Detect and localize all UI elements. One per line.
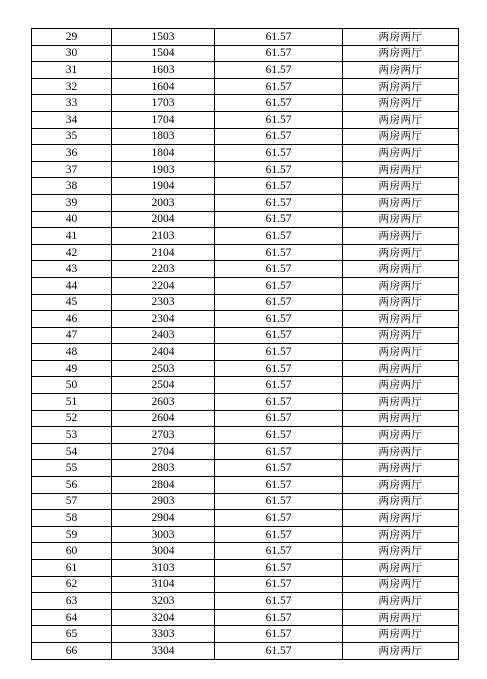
cell-unit-number: 3003 xyxy=(112,526,215,543)
cell-unit-number: 2704 xyxy=(112,443,215,460)
cell-area: 61.57 xyxy=(215,294,343,311)
table-row xyxy=(32,327,459,344)
cell-layout: 两房两厅 xyxy=(343,344,459,361)
cell-area: 61.57 xyxy=(215,427,343,444)
cell-row-number: 44 xyxy=(32,277,112,294)
cell-row-number: 48 xyxy=(32,344,112,361)
cell-row-number: 45 xyxy=(32,294,112,311)
cell-unit-number: 1904 xyxy=(112,178,215,195)
cell-area: 61.57 xyxy=(215,111,343,128)
cell-unit-number: 2303 xyxy=(112,294,215,311)
table-row xyxy=(32,277,459,294)
cell-layout: 两房两厅 xyxy=(343,460,459,477)
cell-area: 61.57 xyxy=(215,510,343,527)
cell-unit-number: 1903 xyxy=(112,161,215,178)
table-row xyxy=(32,62,459,79)
cell-area: 61.57 xyxy=(215,194,343,211)
cell-area: 61.57 xyxy=(215,344,343,361)
cell-row-number: 54 xyxy=(32,443,112,460)
cell-row-number: 60 xyxy=(32,543,112,560)
cell-area: 61.57 xyxy=(215,410,343,427)
cell-area: 61.57 xyxy=(215,543,343,560)
cell-unit-number: 2204 xyxy=(112,277,215,294)
table-row xyxy=(32,78,459,95)
cell-area: 61.57 xyxy=(215,526,343,543)
cell-unit-number: 2803 xyxy=(112,460,215,477)
cell-layout: 两房两厅 xyxy=(343,128,459,145)
cell-row-number: 32 xyxy=(32,78,112,95)
cell-layout: 两房两厅 xyxy=(343,543,459,560)
cell-layout: 两房两厅 xyxy=(343,394,459,411)
cell-unit-number: 2403 xyxy=(112,327,215,344)
cell-row-number: 42 xyxy=(32,244,112,261)
cell-area: 61.57 xyxy=(215,45,343,62)
cell-row-number: 61 xyxy=(32,560,112,577)
cell-layout: 两房两厅 xyxy=(343,526,459,543)
cell-layout: 两房两厅 xyxy=(343,228,459,245)
cell-area: 61.57 xyxy=(215,477,343,494)
cell-row-number: 58 xyxy=(32,510,112,527)
cell-area: 61.57 xyxy=(215,560,343,577)
unit-table xyxy=(31,28,459,660)
table-row xyxy=(32,510,459,527)
cell-area: 61.57 xyxy=(215,244,343,261)
table-row xyxy=(32,593,459,610)
table-row xyxy=(32,477,459,494)
cell-unit-number: 3204 xyxy=(112,609,215,626)
cell-unit-number: 1704 xyxy=(112,111,215,128)
cell-unit-number: 3004 xyxy=(112,543,215,560)
cell-unit-number: 2003 xyxy=(112,194,215,211)
cell-unit-number: 2104 xyxy=(112,244,215,261)
cell-unit-number: 2103 xyxy=(112,228,215,245)
cell-unit-number: 2503 xyxy=(112,360,215,377)
cell-area: 61.57 xyxy=(215,211,343,228)
table-row xyxy=(32,311,459,328)
cell-row-number: 41 xyxy=(32,228,112,245)
cell-layout: 两房两厅 xyxy=(343,626,459,643)
cell-area: 61.57 xyxy=(215,62,343,79)
cell-area: 61.57 xyxy=(215,460,343,477)
cell-layout: 两房两厅 xyxy=(343,510,459,527)
cell-unit-number: 2304 xyxy=(112,311,215,328)
table-row xyxy=(32,427,459,444)
cell-row-number: 37 xyxy=(32,161,112,178)
cell-unit-number: 3203 xyxy=(112,593,215,610)
cell-row-number: 33 xyxy=(32,95,112,112)
table-row xyxy=(32,443,459,460)
cell-row-number: 39 xyxy=(32,194,112,211)
cell-layout: 两房两厅 xyxy=(343,111,459,128)
table-row xyxy=(32,178,459,195)
cell-row-number: 46 xyxy=(32,311,112,328)
cell-layout: 两房两厅 xyxy=(343,311,459,328)
cell-unit-number: 2903 xyxy=(112,493,215,510)
cell-layout: 两房两厅 xyxy=(343,95,459,112)
cell-area: 61.57 xyxy=(215,78,343,95)
table-row xyxy=(32,642,459,659)
table-row xyxy=(32,493,459,510)
cell-area: 61.57 xyxy=(215,593,343,610)
table-row xyxy=(32,145,459,162)
cell-unit-number: 1603 xyxy=(112,62,215,79)
cell-row-number: 30 xyxy=(32,45,112,62)
cell-layout: 两房两厅 xyxy=(343,45,459,62)
cell-layout: 两房两厅 xyxy=(343,593,459,610)
cell-layout: 两房两厅 xyxy=(343,277,459,294)
table-row xyxy=(32,543,459,560)
cell-layout: 两房两厅 xyxy=(343,377,459,394)
cell-unit-number: 1804 xyxy=(112,145,215,162)
cell-area: 61.57 xyxy=(215,277,343,294)
cell-layout: 两房两厅 xyxy=(343,161,459,178)
cell-layout: 两房两厅 xyxy=(343,62,459,79)
cell-layout: 两房两厅 xyxy=(343,576,459,593)
table-row xyxy=(32,377,459,394)
table-row xyxy=(32,609,459,626)
cell-row-number: 50 xyxy=(32,377,112,394)
cell-area: 61.57 xyxy=(215,443,343,460)
table-row xyxy=(32,211,459,228)
cell-row-number: 31 xyxy=(32,62,112,79)
cell-area: 61.57 xyxy=(215,609,343,626)
table-row xyxy=(32,294,459,311)
cell-area: 61.57 xyxy=(215,95,343,112)
cell-row-number: 59 xyxy=(32,526,112,543)
cell-unit-number: 1703 xyxy=(112,95,215,112)
cell-area: 61.57 xyxy=(215,161,343,178)
table-row xyxy=(32,560,459,577)
cell-row-number: 55 xyxy=(32,460,112,477)
cell-row-number: 29 xyxy=(32,29,112,46)
table-row xyxy=(32,394,459,411)
cell-layout: 两房两厅 xyxy=(343,244,459,261)
cell-area: 61.57 xyxy=(215,493,343,510)
cell-unit-number: 1803 xyxy=(112,128,215,145)
table-row xyxy=(32,161,459,178)
cell-row-number: 66 xyxy=(32,642,112,659)
cell-unit-number: 2603 xyxy=(112,394,215,411)
cell-layout: 两房两厅 xyxy=(343,360,459,377)
cell-unit-number: 2404 xyxy=(112,344,215,361)
table-row xyxy=(32,526,459,543)
cell-layout: 两房两厅 xyxy=(343,477,459,494)
cell-layout: 两房两厅 xyxy=(343,327,459,344)
cell-unit-number: 2004 xyxy=(112,211,215,228)
unit-table-body xyxy=(32,29,459,660)
cell-row-number: 36 xyxy=(32,145,112,162)
cell-row-number: 38 xyxy=(32,178,112,195)
cell-unit-number: 3303 xyxy=(112,626,215,643)
cell-layout: 两房两厅 xyxy=(343,493,459,510)
cell-unit-number: 1604 xyxy=(112,78,215,95)
cell-area: 61.57 xyxy=(215,327,343,344)
cell-layout: 两房两厅 xyxy=(343,178,459,195)
cell-row-number: 52 xyxy=(32,410,112,427)
cell-area: 61.57 xyxy=(215,360,343,377)
cell-area: 61.57 xyxy=(215,261,343,278)
cell-layout: 两房两厅 xyxy=(343,145,459,162)
cell-row-number: 57 xyxy=(32,493,112,510)
cell-layout: 两房两厅 xyxy=(343,78,459,95)
cell-row-number: 64 xyxy=(32,609,112,626)
cell-row-number: 56 xyxy=(32,477,112,494)
cell-area: 61.57 xyxy=(215,311,343,328)
cell-unit-number: 2604 xyxy=(112,410,215,427)
table-row xyxy=(32,45,459,62)
table-row xyxy=(32,128,459,145)
cell-area: 61.57 xyxy=(215,145,343,162)
cell-unit-number: 3304 xyxy=(112,642,215,659)
cell-unit-number: 2504 xyxy=(112,377,215,394)
cell-unit-number: 2703 xyxy=(112,427,215,444)
cell-area: 61.57 xyxy=(215,626,343,643)
cell-area: 61.57 xyxy=(215,128,343,145)
cell-layout: 两房两厅 xyxy=(343,560,459,577)
cell-unit-number: 1503 xyxy=(112,29,215,46)
table-row xyxy=(32,261,459,278)
table-row xyxy=(32,244,459,261)
cell-row-number: 65 xyxy=(32,626,112,643)
cell-layout: 两房两厅 xyxy=(343,29,459,46)
table-row xyxy=(32,360,459,377)
table-row xyxy=(32,111,459,128)
cell-layout: 两房两厅 xyxy=(343,427,459,444)
cell-area: 61.57 xyxy=(215,576,343,593)
cell-row-number: 62 xyxy=(32,576,112,593)
table-row xyxy=(32,576,459,593)
cell-layout: 两房两厅 xyxy=(343,609,459,626)
cell-row-number: 63 xyxy=(32,593,112,610)
cell-unit-number: 1504 xyxy=(112,45,215,62)
cell-row-number: 40 xyxy=(32,211,112,228)
table-row xyxy=(32,194,459,211)
cell-layout: 两房两厅 xyxy=(343,261,459,278)
cell-area: 61.57 xyxy=(215,228,343,245)
cell-layout: 两房两厅 xyxy=(343,194,459,211)
table-row xyxy=(32,228,459,245)
cell-row-number: 43 xyxy=(32,261,112,278)
cell-area: 61.57 xyxy=(215,394,343,411)
cell-area: 61.57 xyxy=(215,29,343,46)
cell-layout: 两房两厅 xyxy=(343,443,459,460)
document-page xyxy=(31,28,458,660)
cell-unit-number: 3103 xyxy=(112,560,215,577)
cell-area: 61.57 xyxy=(215,377,343,394)
cell-unit-number: 2904 xyxy=(112,510,215,527)
table-row xyxy=(32,95,459,112)
cell-layout: 两房两厅 xyxy=(343,642,459,659)
cell-layout: 两房两厅 xyxy=(343,410,459,427)
table-row xyxy=(32,410,459,427)
cell-area: 61.57 xyxy=(215,178,343,195)
table-row xyxy=(32,460,459,477)
cell-row-number: 53 xyxy=(32,427,112,444)
table-row xyxy=(32,29,459,46)
table-row xyxy=(32,344,459,361)
table-row xyxy=(32,626,459,643)
cell-row-number: 49 xyxy=(32,360,112,377)
cell-unit-number: 2804 xyxy=(112,477,215,494)
cell-row-number: 34 xyxy=(32,111,112,128)
cell-unit-number: 2203 xyxy=(112,261,215,278)
cell-area: 61.57 xyxy=(215,642,343,659)
cell-unit-number: 3104 xyxy=(112,576,215,593)
cell-row-number: 35 xyxy=(32,128,112,145)
cell-row-number: 47 xyxy=(32,327,112,344)
cell-layout: 两房两厅 xyxy=(343,211,459,228)
cell-row-number: 51 xyxy=(32,394,112,411)
cell-layout: 两房两厅 xyxy=(343,294,459,311)
